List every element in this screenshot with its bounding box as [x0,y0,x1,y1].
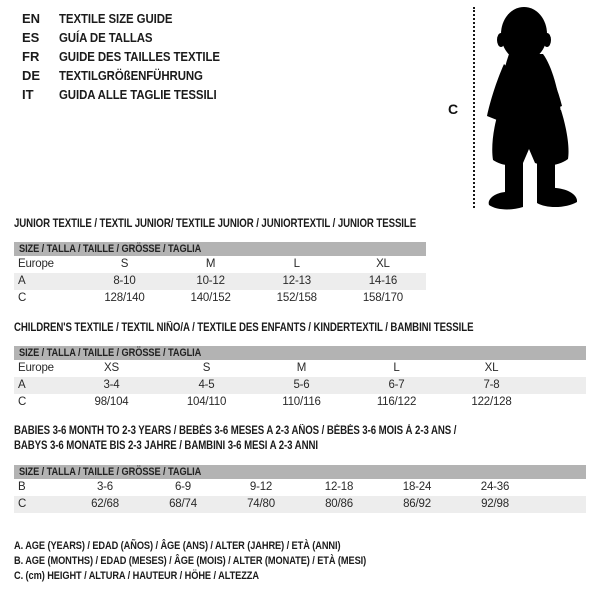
baby-silhouette-icon [484,2,596,214]
value-cell: 18-24 [402,481,432,493]
language-code: EN [22,11,41,26]
value-cell: 74/80 [247,498,275,510]
value-cell: 24-36 [480,481,510,493]
size-header-bar: SIZE / TALLA / TAILLE / GRÖSSE / TAGLIA [14,242,426,256]
legend-line-c: C. (cm) HEIGHT / ALTURA / HAUTEUR / HÖHE / ALTEZZA [14,570,259,582]
value-cell: 110/116 [282,396,321,408]
guide-title: GUÍA DE TALLAS [59,30,153,45]
legend-line-a: A. AGE (YEARS) / EDAD (AÑOS) / ÂGE (ANS) / ALTER (JAHRE) / ETÀ (ANNI) [14,540,341,552]
value-cell: 5-6 [293,379,310,391]
table-row-europe [14,360,586,377]
row-label-cell: A [18,379,26,391]
value-cell: 8-10 [113,275,136,287]
value-cell: 104/110 [186,396,227,408]
row-label-cell: A [18,275,26,287]
table-row-age-months [14,479,586,496]
value-cell: 62/68 [91,498,119,510]
language-row-it [22,85,242,104]
value-cell: 86/92 [403,498,431,510]
junior-size-table [14,242,426,307]
size-cell: XL [484,362,499,374]
language-row-fr [22,47,242,66]
row-label-cell: Europe [18,258,54,270]
value-cell: 12-18 [324,481,354,493]
value-cell: 140/152 [190,292,231,304]
value-cell: 116/122 [376,396,417,408]
value-cell: 10-12 [196,275,225,287]
value-cell: 152/158 [276,292,317,304]
size-cell: L [293,258,300,270]
section-title-babies-line1: BABIES 3-6 MONTH TO 2-3 YEARS / BEBÉS 3-6 MESES A 2-3 AÑOS / BÉBÉS 3-6 MOIS À 2-3 ANS / [14,425,457,437]
value-cell: 80/86 [325,498,353,510]
value-cell: 3-6 [96,481,114,493]
table-row-europe [14,256,426,273]
value-cell: 12-13 [282,275,311,287]
size-cell: XL [376,258,390,270]
language-row-de [22,66,242,85]
language-code: FR [22,49,40,64]
value-cell: 158/170 [362,292,403,304]
table-row-height [14,496,586,513]
value-cell: 128/140 [104,292,145,304]
size-cell: XS [104,362,119,374]
language-code: ES [22,30,40,45]
guide-title: GUIDE DES TAILLES TEXTILE [59,49,220,64]
row-label-cell: C [18,498,27,510]
table-row-age [14,273,426,290]
height-measure-label: C [448,101,459,117]
size-cell: S [202,362,211,374]
row-label-cell: C [18,292,27,304]
size-cell: L [393,362,400,374]
language-title-list [22,9,242,104]
size-cell: M [296,362,307,374]
value-cell: 122/128 [471,396,512,408]
value-cell: 68/74 [169,498,197,510]
size-cell: M [205,258,216,270]
section-title-babies-line2: BABYS 3-6 MONATE BIS 2-3 JAHRE / BAMBINI 3-6 MESI A 2-3 ANNI [14,440,318,452]
value-cell: 4-5 [198,379,215,391]
size-cell: S [120,258,129,270]
size-header-bar: SIZE / TALLA / TAILLE / GRÖSSE / TAGLIA [14,465,586,479]
measurement-legend [14,539,433,584]
value-cell: 9-12 [249,481,273,493]
value-cell: 7-8 [483,379,500,391]
guide-title: GUIDA ALLE TAGLIE TESSILI [59,87,217,102]
babies-size-table [14,465,586,513]
guide-title: TEXTILGRÖßENFÜHRUNG [59,68,203,83]
language-code: IT [22,87,34,102]
value-cell: 92/98 [481,498,509,510]
row-label-cell: B [18,481,26,493]
guide-title: TEXTILE SIZE GUIDE [59,11,173,26]
language-code: DE [22,68,41,83]
table-row-height [14,290,426,307]
section-title-junior: JUNIOR TEXTILE / TEXTIL JUNIOR/ TEXTILE JUNIOR / JUNIORTEXTIL / JUNIOR TESSILE [14,218,417,230]
value-cell: 6-7 [388,379,405,391]
row-label-cell: Europe [18,362,54,374]
value-cell: 3-4 [103,379,120,391]
language-row-es [22,28,242,47]
table-row-age [14,377,586,394]
row-label-cell: C [18,396,27,408]
language-row-en [22,9,242,28]
value-cell: 6-9 [174,481,192,493]
value-cell: 14-16 [368,275,398,287]
value-cell: 98/104 [94,396,129,408]
section-title-children: CHILDREN'S TEXTILE / TEXTIL NIÑO/A / TEXTILE DES ENFANTS / KINDERTEXTIL / BAMBINI TESSILE [14,322,474,334]
children-size-table [14,346,586,411]
size-header-bar: SIZE / TALLA / TAILLE / GRÖSSE / TAGLIA [14,346,586,360]
legend-line-b: B. AGE (MONTHS) / EDAD (MESES) / ÂGE (MOIS) / ALTER (MONATE) / ETÀ (MESI) [14,555,367,567]
dotted-measure-line [473,7,475,208]
table-row-height [14,394,586,411]
